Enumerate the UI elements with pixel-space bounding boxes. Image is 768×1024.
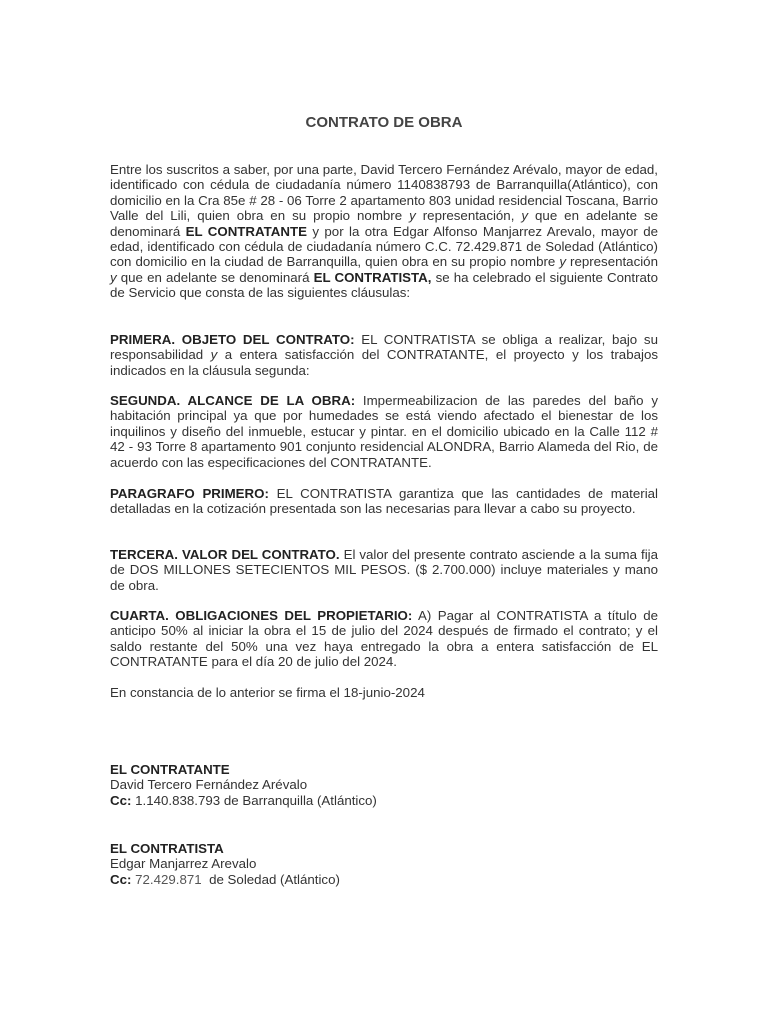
document-title: CONTRATO DE OBRA (305, 114, 463, 131)
intro-text: que en adelante se denominará (116, 269, 314, 285)
signature-role: EL CONTRATISTA (110, 841, 224, 856)
signature-contratista (110, 841, 658, 887)
clause-text: EL CONTRATISTA garantiza que las cantidades de material detalladas en la cotización presentada son las necesarias para llevar a cabo su proyecto. (110, 486, 659, 517)
cc-place: de Soledad (Atlántico) (201, 871, 340, 887)
cc-value: 72.429.871 (131, 871, 202, 887)
intro-text: Entre los suscritos a saber, por una parte, David Tercero Fernández Arévalo, mayor de edad, identificado con cédula de ciudadanía número 1140838793 de Barranquilla(Atlántico), con domicilio en la Cra 85e # 28 - 06 Torre 2 apartamento 803 unidad residencial Toscana, Barrio Valle del Lili, quien obra en su propio nombre (110, 162, 658, 224)
intro-text: y por la otra Edgar Alfonso Manjarrez Arevalo, mayor de edad, identificado con cédula de ciudadanía número C.C. 72.429.871 de Soledad (Atlántico) con domicilio en la ciudad de Barranquilla, quien obra en su propio nombre (110, 223, 658, 270)
clause-heading: SEGUNDA. ALCANCE DE LA OBRA: (110, 393, 356, 408)
intro-text: que en adelante se denominará (110, 208, 658, 239)
clause-segunda (110, 393, 658, 470)
clause-text: a entera satisfacción del CONTRATANTE, el proyecto y los trabajos indicados en la cláusula segunda: (110, 347, 658, 378)
clause-text: El valor del presente contrato asciende a la suma fija de DOS MILLONES SETECIENTOS MIL PESOS. ($ 2.700.000) incluye materiales y mano de obra. (110, 547, 659, 593)
signature-id (110, 872, 658, 887)
clause-text: Impermeabilizacion de las paredes del baño y habitación principal ya que por humedades se está viendo afectado el bienestar de los inquilinos y diseño del inmueble, estucar y pintar. en el domicilio ubicado en la Calle 112 # 42 - 93 Torre 8 apartamento 901 conjunto residencial ALONDRA, Barrio Alameda del Rio, de acuerdo con las especificaciones del CONTRATANTE. (110, 393, 658, 470)
clause-text: A) Pagar al CONTRATISTA a título de anticipo 50% al iniciar la obra el 15 de julio del 2024 después de firmado el contrato; y el saldo restante del 50% una vez haya entregado la obra a entera satisfacción de EL CONTRATANTE para el día 20 de julio del 2024. (110, 608, 658, 670)
clause-heading: PARAGRAFO PRIMERO: (110, 486, 269, 501)
intro-paragraph (110, 162, 658, 301)
clause-text: y (210, 347, 218, 363)
clause-heading: CUARTA. OBLIGACIONES DEL PROPIETARIO: (110, 608, 413, 623)
intro-text: representación (565, 254, 658, 270)
clause-heading: TERCERA. VALOR DEL CONTRATO. (110, 547, 340, 562)
clause-heading: PRIMERA. OBJETO DEL CONTRATO: (110, 332, 355, 347)
intro-text: y (110, 269, 117, 285)
signature-contratante (110, 762, 658, 808)
clause-cuarta (110, 608, 658, 670)
signature-name: Edgar Manjarrez Arevalo (110, 856, 257, 872)
constancia-line: En constancia de lo anterior se firma el 18-junio-2024 (110, 685, 425, 700)
paragrafo-primero (110, 486, 658, 517)
contratista-term: EL CONTRATISTA, (313, 269, 432, 285)
cc-label: Cc: (110, 792, 132, 808)
intro-text: y (409, 208, 416, 224)
intro-text: se ha celebrado el siguiente Contrato de Servicio que consta de las siguientes cláusulas: (110, 269, 658, 301)
signature-id (110, 793, 658, 808)
intro-text: y (559, 254, 566, 270)
clause-tercera (110, 547, 658, 593)
contratante-term: EL CONTRATANTE (185, 223, 307, 239)
clause-primera (110, 332, 658, 378)
signature-role: EL CONTRATANTE (110, 762, 230, 777)
clause-text: EL CONTRATISTA se obliga a realizar, bajo su responsabilidad (110, 332, 658, 363)
signature-name: David Tercero Fernández Arévalo (110, 777, 308, 793)
cc-label: Cc: (110, 871, 132, 887)
cc-value: 1.140.838.793 de Barranquilla (Atlántico) (131, 792, 377, 808)
intro-text: y (521, 208, 529, 224)
intro-text: representación, (415, 208, 522, 224)
